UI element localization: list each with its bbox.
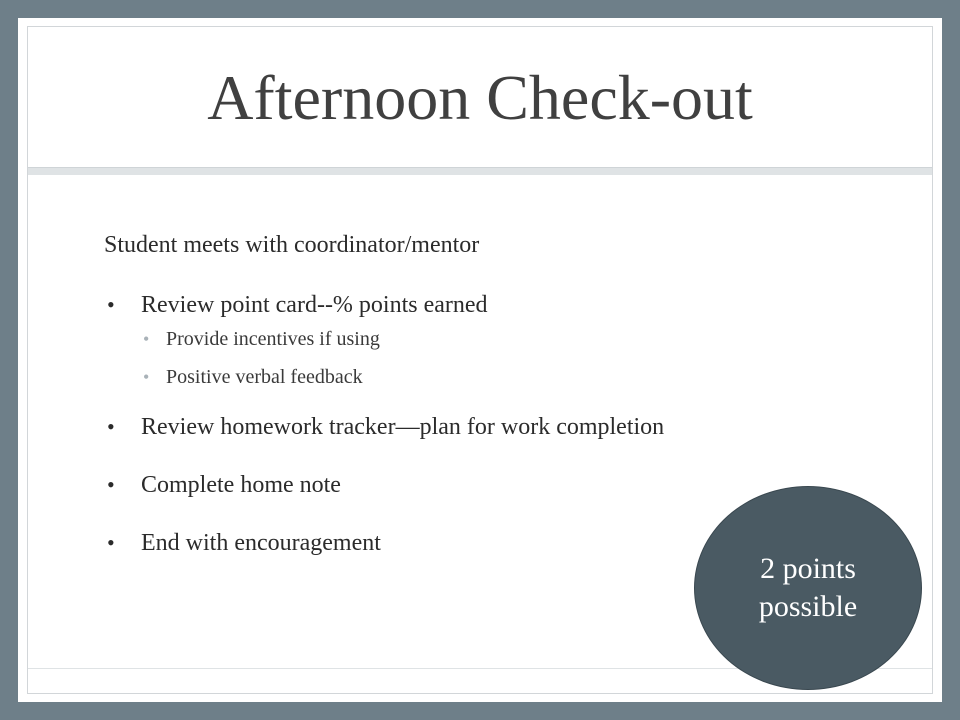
- intro-text: Student meets with coordinator/mentor: [104, 232, 480, 258]
- bullet-encouragement: [104, 528, 744, 558]
- bullet-text: End with encouragement: [141, 530, 381, 556]
- bullet-text: Review homework tracker—plan for work completion: [141, 414, 665, 440]
- bullet-text: Complete home note: [141, 472, 341, 498]
- slide: [18, 18, 942, 702]
- sub-bullet-list: [141, 326, 744, 390]
- bullet-text: Review point card--% points earned: [141, 292, 488, 318]
- bullet-home-note: [104, 470, 744, 500]
- sub-bullet-feedback: • Positive verbal feedback: [141, 364, 744, 390]
- points-badge-line2: possible: [758, 590, 858, 623]
- points-badge-line1: 2 points: [760, 552, 856, 585]
- bullet-list: [104, 290, 744, 586]
- sub-bullet-incentives: • Provide incentives if using: [141, 326, 744, 352]
- points-badge: [694, 486, 922, 690]
- title-divider: [28, 167, 932, 175]
- slide-title: Afternoon Check-out: [207, 62, 753, 133]
- bullet-homework-tracker: [104, 412, 744, 442]
- bullet-point-card: [104, 290, 744, 390]
